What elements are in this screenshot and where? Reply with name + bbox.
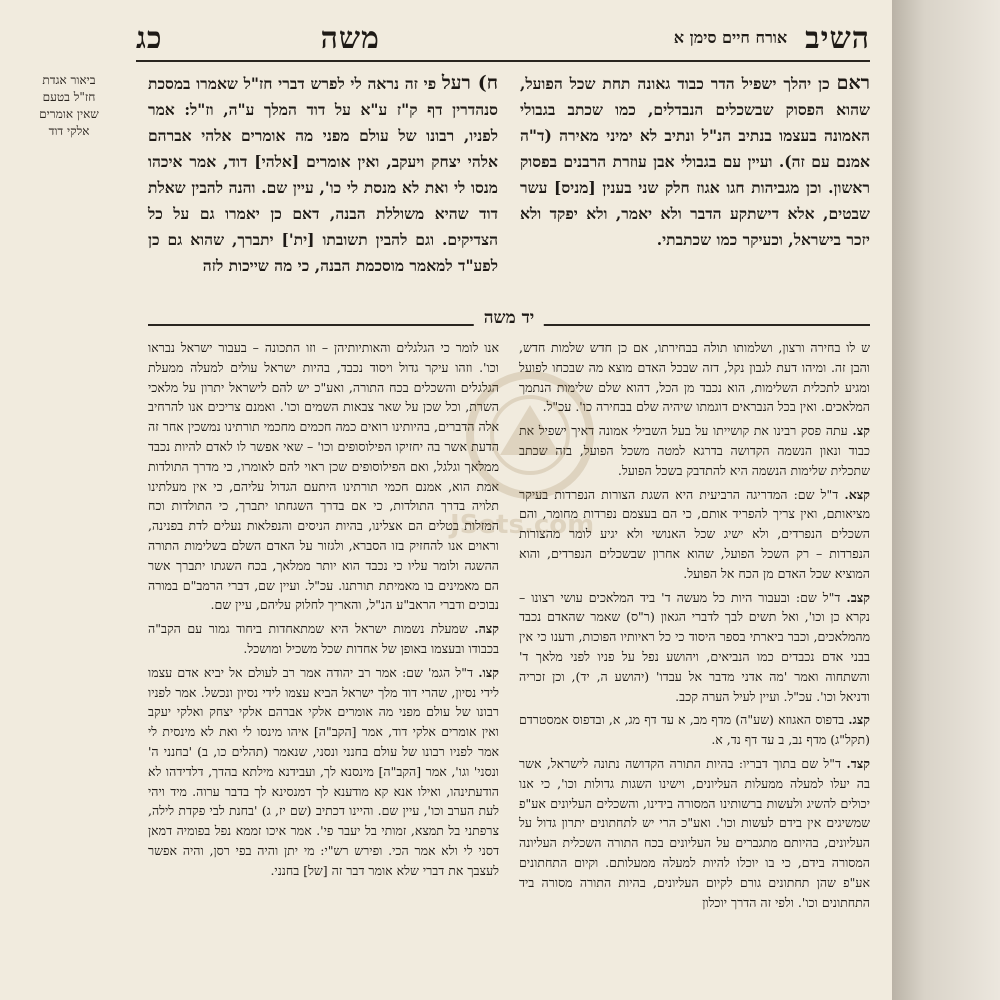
page-number: כג [136,20,163,56]
author-name: משה [320,20,380,56]
margin-note [10,72,128,140]
note-text: ד"ל שם: ובעבור היות כל מעשה ד' ביד המלאכים עושי רצונו – נקרא כן וכו', ואל תשים לבך לדברי הגאון (ר"ס) שאמר שהאדם נכבד מהמלאכים, וכבר ביארתי בספר היסוד כי כל ראיותיו הפוכות, ודענו כי אין בבני אדם נכבדים כמו הנביאים, ויהושע נפל על פניו לפני מלאך ד' והשתחוה ואמר 'מה אדני מדבר אל עבדו' (יהושע ה, יד), וכן זכריה ודניאל וכו'. עכ"ל. ועיין לעיל הערה קכב. [519,589,870,704]
watermark-text: JSets.com [450,510,595,540]
note-number: קצא. [844,486,870,502]
page-edge [892,0,1000,1000]
section-title: אורח חיים סימן א [673,28,788,47]
margin-note-line: חז"ל בטעם [42,90,96,104]
note-text: בדפוס האגוזא (שע"ה) מדף מב, א עד דף מג, א, ובדפוס אמסטרדם (תקל"ג) מדף נב, ב עד דף נד, א. [519,712,870,748]
section-heading: ח) רעל [441,72,498,94]
commentary-heading-row [148,306,870,332]
note-text: עתה פסק רבינו את קושייתו על בעל השבילי אמונה דאיך ישפיל את כבוד ונאון הנשמה הקדושה בדרגא למטה משכל הפועל, בזה שכתב שתכלית שלימות הנשמה היא להתדבק בשכל הפועל. [519,423,870,478]
note-number: קצב. [846,589,870,605]
commentary-note [519,485,870,584]
note-text: אנו לומר כי הגלגלים והאותיותיהן – וזו התכונה – בעבור ישראל נבראו וכו'. וזהו עיקר גדול ויסוד נכבד, בהיות ישראל עולים למעלה ממעלת הגלגלים והשכלים בכח התורה, ואע"כ יש להם לישראל יתרון על מלאכי השרת, וכל שכן על שאר צבאות השמים וכו'. ואמנם צריכים אנו להרחיב אלה הדברים, בהיותינו רואים כמה חכמים מחכמי תורתינו נמשכין אחר זה הדעת אשר בה יחזיקו הפילוסופים וכו' – שאי אפשר לו לאדם להיות נכבד ממלאך וגלגל, ואם הפילוסופים שכן ראוי להם לאומרו, כי מדרך התולדות אמת הוא, אמנם חכמי תורתינו היתעם הגדול עליהם, כי אין מעלתינו תלויה בדרך התולדות, כי אם בדרך השגחתו יתברך, כי התולדות וכח המזלות בטלים הם אצלינו, בהיות הניסים והנפלאות נעלים לדת בפנינה, וראוים אנו להחזיק בזו הסברא, ולגזור על האדם השלם בשלימות התורה ההשגה ולומר עליו כי נכבד הוא יותר ממלאך, בכח השגתו יתברך אשר הם מאמינים בו מאמיתת תורתנו. עכ"ל. ועיין שם, דברי הרמב"ם במורה נבוכים ודברי הראב"ע הנ"ל, והאריך לחלוק עליהם, עיין שם. [148,340,499,613]
commentary-title: יד משה [474,308,544,328]
note-number: קצו. [478,664,499,680]
book-title: השיב [805,20,870,56]
margin-note-line: אלקי דוד [48,124,90,138]
note-text: ד"ל שם: המדריגה הרביעית היא השגת הצורות הנפרדות בעיקר מציאותם, ואין צריך להפריד אותם, כי הם בעצמם נפרדות מחומר, והם השכלים הנפרדים, ולא ישיג שכל האנושי ולא יגיע לומר מהצורות הנפרדות – רק השכל הפועל, שהוא אחרון שבשכלים הנפרדים, והוא המוציא שכל האדם מן הכח אל הפועל. [519,486,870,581]
main-text-lead-word: ראם [836,72,870,94]
note-number: קצג. [848,712,870,728]
main-text-left-column [148,70,498,280]
note-text: ש לו בחירה ורצון, ושלמותו תולה בבחירתו, אם כן חדש שלמות חדש, והבן זה. ומיהו דעת לגבון נקל, דזה שבכל האדם מוצא מה שבכחו לפועל ומגיע לתכלית השלימות, הוא נכבד מן הכל, דהוא שלם שלימות הנתמך המלאכים. ואין בכל הנבראים דוגמתו שיהיה שלם בבחירה כו'. עכ"ל. [519,340,870,415]
note-text: ד"ל שם בתוך דבריו: בהיות התורה הקדושה נתונה לישראל, אשר בה יעלו למעלה ממעלות העליונים, וישינו השגות גדולות וכו', כי אנו יכולים להשיג ולעשות ברשותינו המסורה בידינו, והשכלים העליונים אע"פ שמשיגים אין בידם לעשות וכו'. ואע"כ הרי יש לתחתונים יתרון גדול על העליונים, בהיותם מתגברים על העליונים בכח התורה השכלית העליונה המסורה בידם, כי בו יוכלו להיות למעלה ממעלותם. וקיום התחתונים אע"פ שהן תחתונים גורם לקיום העליונים, בהיות התורה מסורה ביד התחתונים וכו'. ולפי זה הדרך יוכלון [519,755,870,910]
main-text [148,70,870,280]
commentary-note [519,754,870,912]
main-text-right-column [520,70,870,280]
note-text: ד"ל הגמ' שם: אמר רב יהודה אמר רב לעולם אל יביא אדם עצמו לידי נסיון, שהרי דוד מלך ישראל הביא עצמו לידי נסיון ונכשל. אמר לפניו רבונו של עולם מפני מה אומרים אלקי אברהם אלקי יצחק ואלקי יעקב ואין אומרים אלקי דוד, אמר [הקב"ה] איהו מינסו לי ואת לא מינסית לי אמר לפניו רבונו של עולם בחנני ונסני, שנאמר (תהלים כו, ב) 'בחנני ה' ונסני' וגו', אמר [הקב"ה] מינסנא לך, ועבידנא מילתא בהדך, דלדידהו לא הודעתינהו, ואילו אנא קא מודענא לך דמנסינא לך בדבר ערוה. מיד ויהי לעת הערב וכו', עיין שם. והיינו דכתיב (שם יז, ג) 'בחנת לבי פקדת לילה, צרפתני בל תמצא, זמותי בל יעבר פי'. אמר איכו זממא נפל בפומיה דמאן דסני לי ולא אמר הכי. ופירש רש"י: מי יתן והיה בפי רסן, והיה אפשר לעצבך את דברי שלא אומר דבר זה [של] בחנני. [148,664,499,878]
commentary-note [148,663,499,881]
main-text-paragraph: פי זה נראה לי לפרש דברי חז"ל שאמרו במסכת סנהדרין דף ק"ז ע"א על דוד המלך ע"ה, וז"ל: אמר לפניו, רבונו של עולם מפני מה אומרים אלהי אברהם אלהי יצחק ויעקב, ואין אומרים [אלהי] דוד, אמר איכהו מנסו לי ואת לא מנסת לי כו', עיין שם. והנה להבין שאלת דוד שהיא משוללת הבנה, דאם כן יאמרו גם על כל הצדיקים. וגם להבין תשובתו [ית'] יתברך, שהוא גם כן לפע"ד למאמר מוסכמת הבנה, כי מה שייכות לזה [148,74,498,275]
running-header [136,18,870,58]
commentary-note [519,338,870,417]
commentary-right-column [519,338,870,992]
commentary-note [519,421,870,480]
main-text-paragraph: כן יהלך ישפיל הדר כבוד גאונה תחת שכל הפועל, שהוא הפסוק שבשכלים הנבדלים, כמו שכתב בגבולי האמונה בעצמו בנתיב הנ"ל ונתיב לא ימיני מאירה (ד"ה אמנם עם זה). ועיין עם בגבולי אבן עוזרת הרבנים בפסוק ראשון. וכן מגביהות חגו אגוז חלק שני בענין [מניס] עשר שבטים, אלא דישתקע הדבר ולא יאמר, ולא יפקד ולא יזכר בישראל, וכעיקר כמו שכתבתי. [520,74,870,249]
commentary-note [148,338,499,615]
header-divider [136,60,870,62]
margin-note-line: ביאור אגדת [42,73,96,87]
margin-note-line: שאין אומרים [39,107,99,121]
commentary-note [519,710,870,750]
commentary [148,338,870,992]
note-number: קצד. [846,755,870,771]
commentary-left-column [148,338,499,992]
commentary-note [148,619,499,659]
note-text: שמעלת נשמות ישראל היא שמתאחדות ביחוד גמור עם הקב"ה בכבודו ובעצמו באופן של אחדות שכל משכיל ומושכל. [148,621,499,656]
commentary-note [519,588,870,707]
note-number: קצ. [852,423,870,439]
note-number: קצה. [474,621,499,637]
header-right [674,21,870,56]
header-left [136,21,380,56]
